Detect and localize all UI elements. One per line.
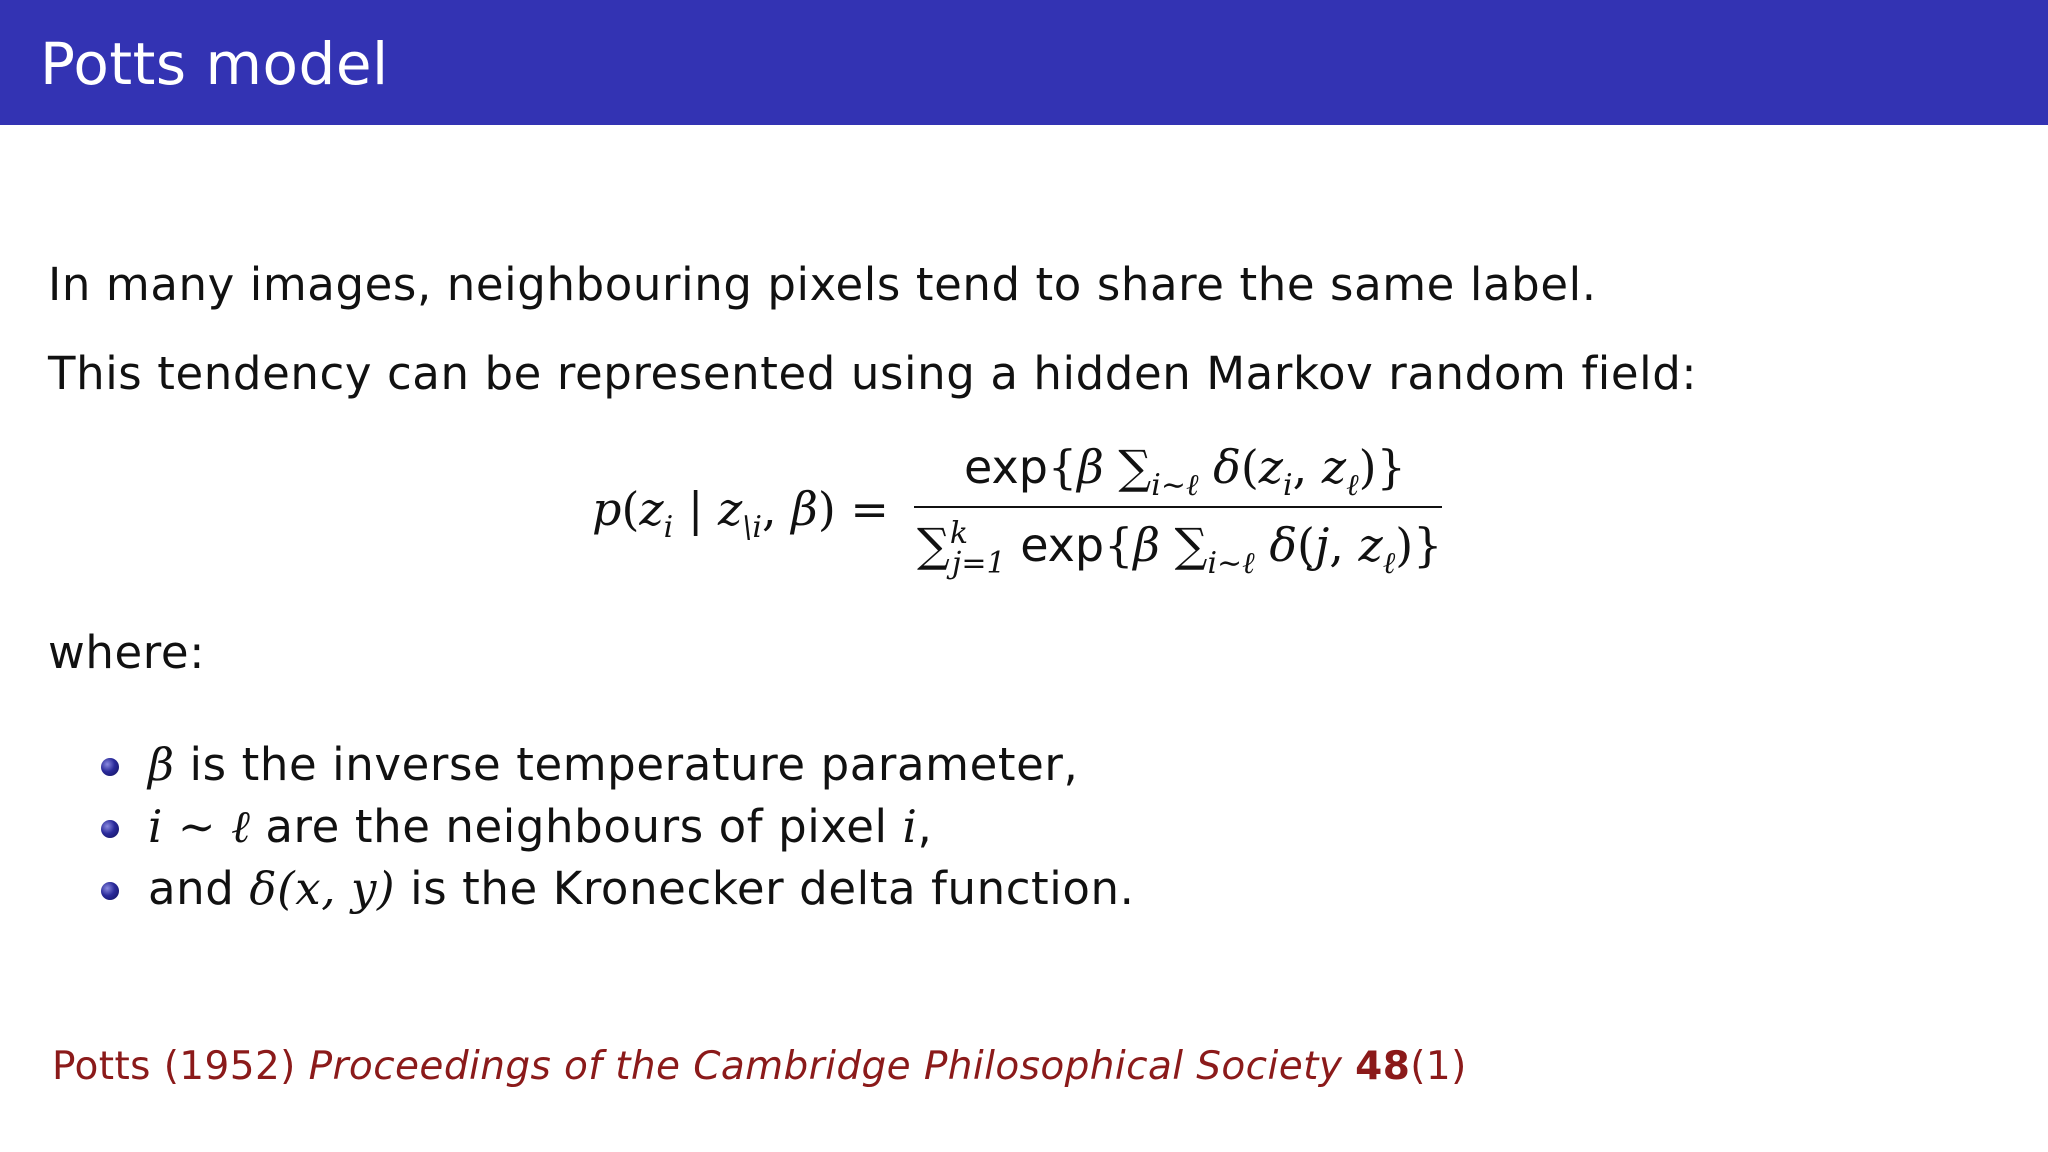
list-item bbox=[98, 800, 1135, 862]
equation-lhs: $p(z_i$ | $z_{\backslash i}$, β) = bbox=[592, 482, 889, 545]
where-label: where: bbox=[48, 626, 205, 679]
bullet-text-end: , bbox=[917, 800, 933, 853]
bullet-text: is the Kronecker delta function. bbox=[395, 862, 1135, 915]
bullet-icon bbox=[101, 758, 119, 776]
fraction-bar bbox=[914, 506, 1442, 508]
list-item bbox=[98, 738, 1135, 800]
equation-numerator: exp{β $\sum_{i\sim\ell}$ $\delta(z_i$, $z_\ell$)} bbox=[964, 440, 1406, 503]
math-neighbour: i ∼ ℓ bbox=[148, 800, 251, 853]
math-beta: β bbox=[148, 738, 175, 791]
citation-journal: Proceedings of the Cambridge Philosophical Society bbox=[308, 1044, 1343, 1089]
slide-title: Potts model bbox=[40, 30, 389, 98]
title-bar bbox=[0, 0, 2048, 125]
citation-volume: 48 bbox=[1355, 1044, 1411, 1089]
list-item bbox=[98, 862, 1135, 924]
equation-denominator: ∑$^k_{j=1}$ exp{β $\sum_{i\sim\ell}$ δ(j, $z_\ell$)} bbox=[917, 516, 1443, 581]
potts-equation bbox=[592, 440, 1452, 590]
intro-line-1: In many images, neighbouring pixels tend to share the same label. bbox=[48, 258, 1597, 311]
bullet-text: are the neighbours of pixel bbox=[250, 800, 903, 853]
bullet-text: is the inverse temperature parameter, bbox=[174, 738, 1079, 791]
intro-line-2: This tendency can be represented using a hidden Markov random field: bbox=[48, 347, 1698, 400]
definition-list bbox=[98, 738, 1135, 924]
bullet-prefix: and bbox=[148, 862, 250, 915]
math-delta: δ(x, y) bbox=[249, 862, 396, 915]
citation bbox=[52, 1044, 1467, 1089]
bullet-icon bbox=[101, 882, 119, 900]
bullet-icon bbox=[101, 820, 119, 838]
citation-issue: (1) bbox=[1410, 1044, 1467, 1089]
math-pixel: i bbox=[902, 800, 918, 853]
citation-authors: Potts (1952) bbox=[52, 1044, 309, 1089]
